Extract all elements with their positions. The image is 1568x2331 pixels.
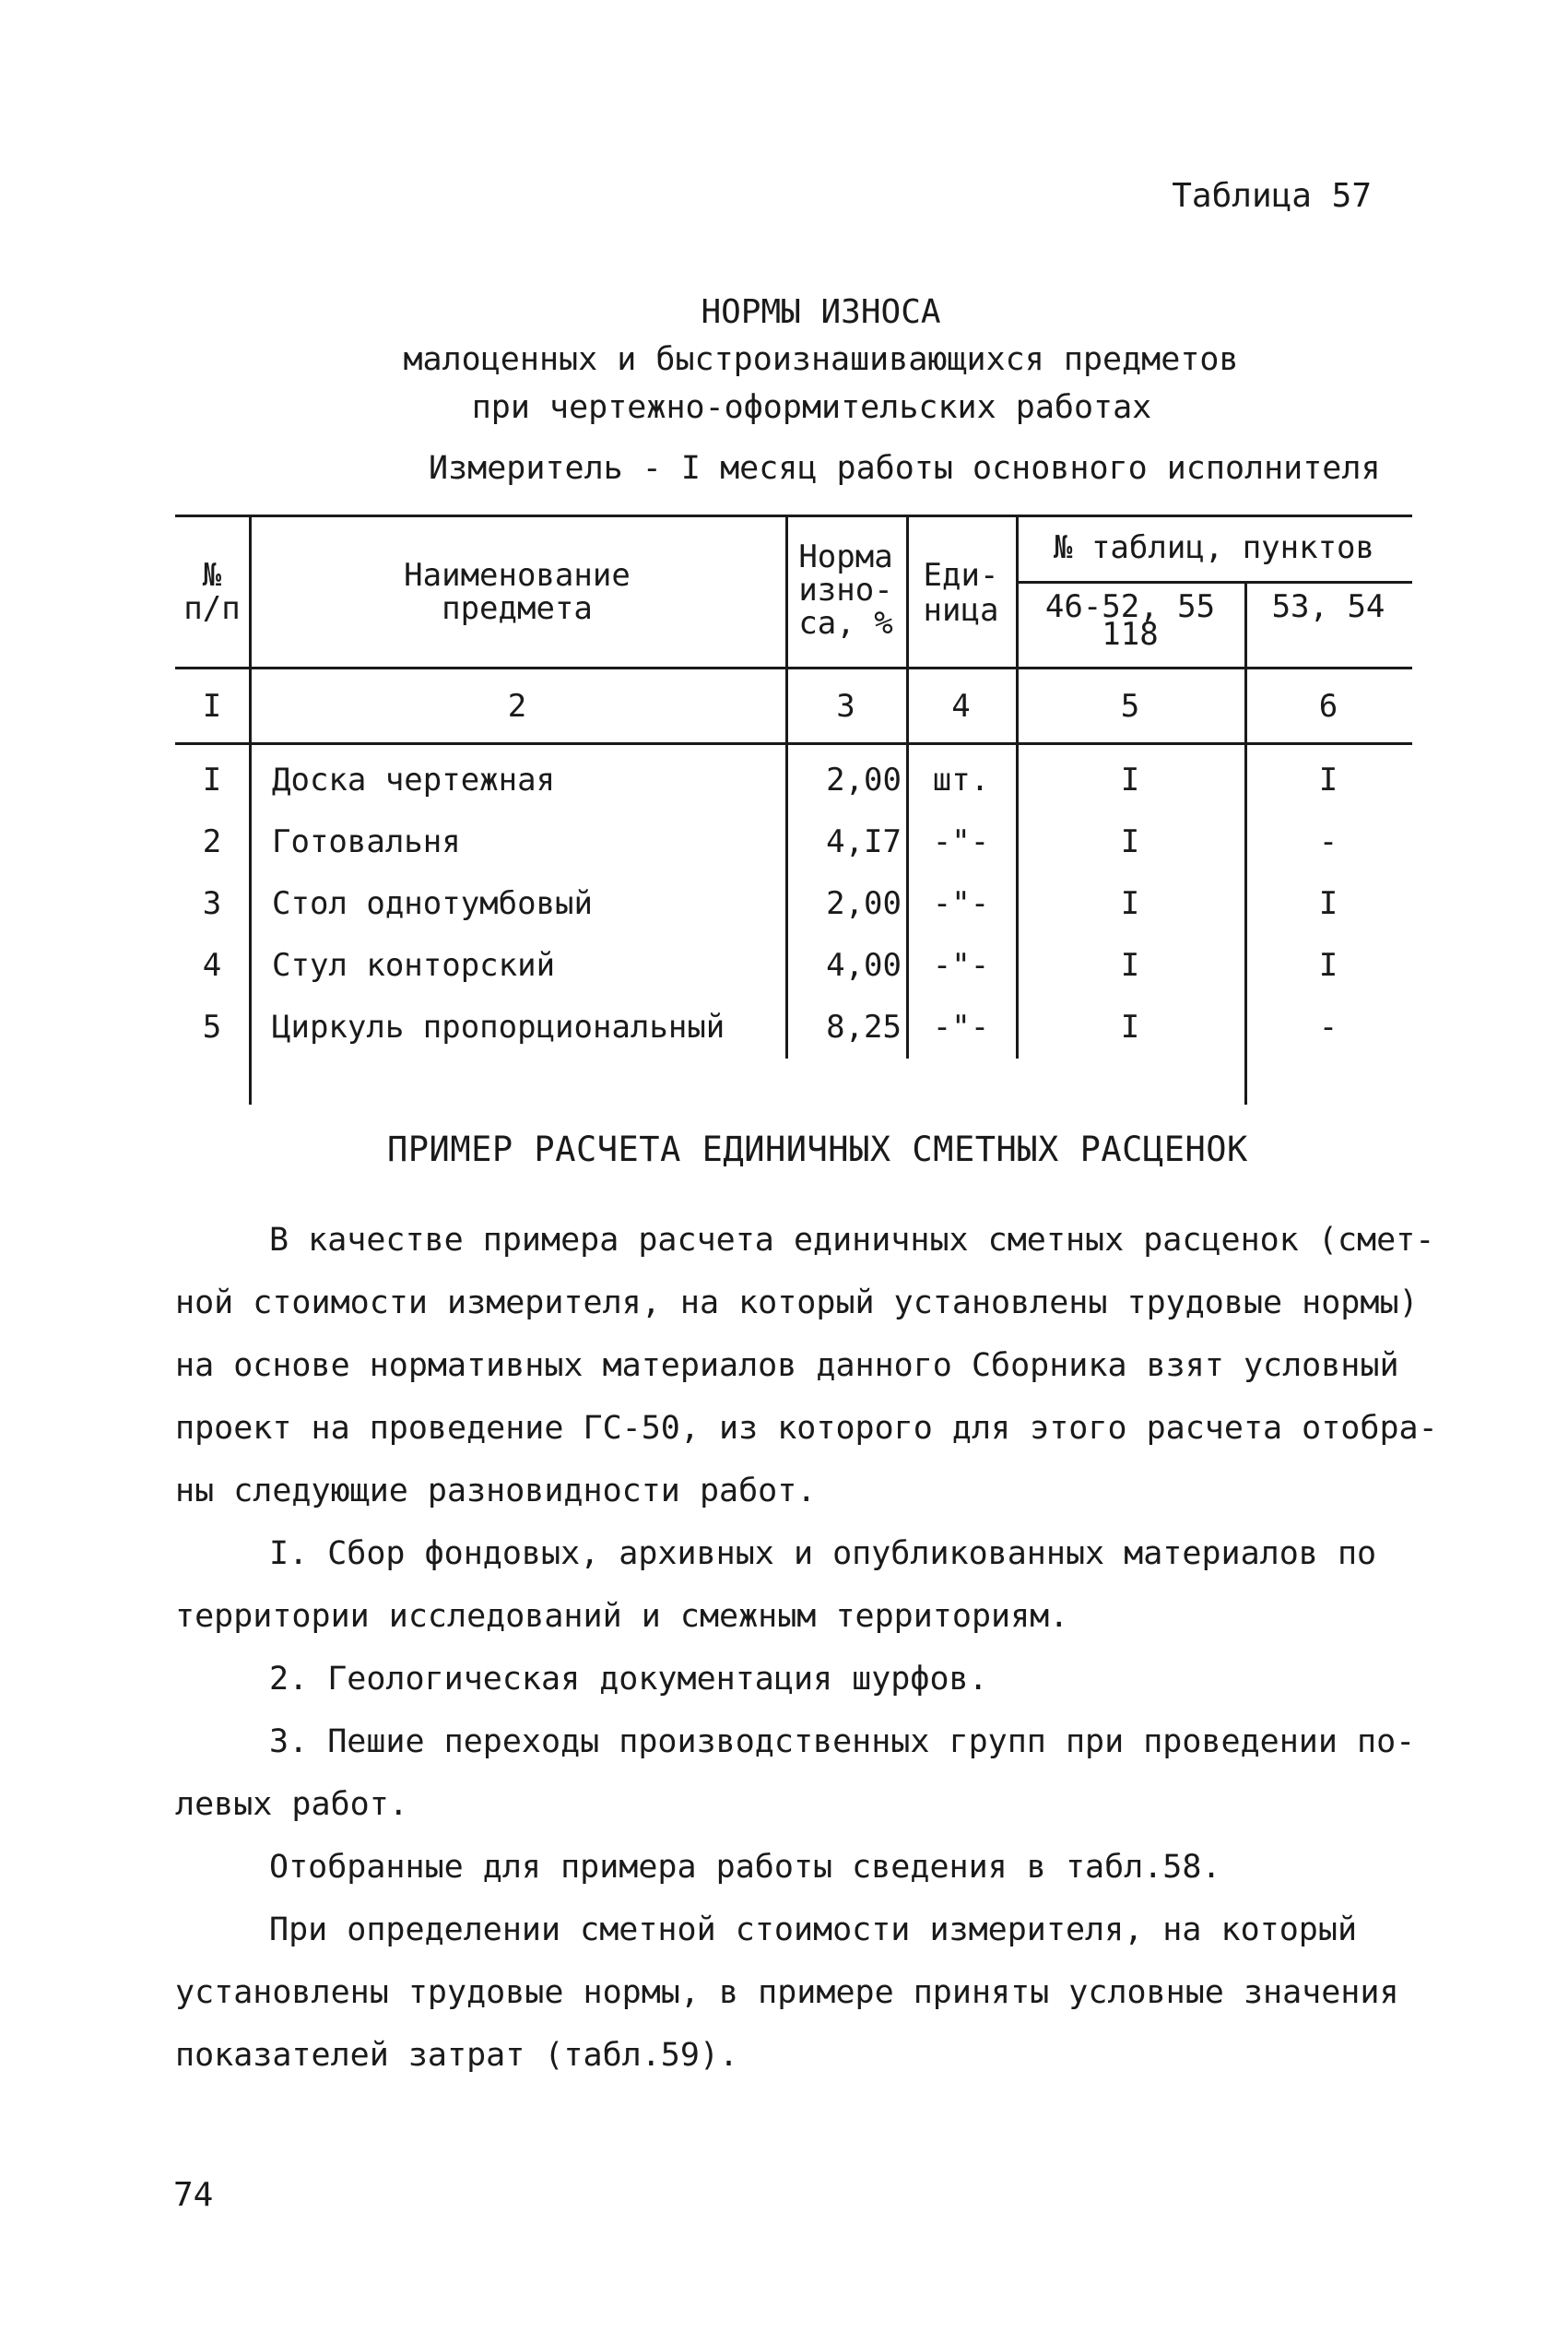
header-unit-line2: ница xyxy=(923,592,999,629)
row-col5: I xyxy=(1120,823,1140,860)
row-name: Стол однотумбовый xyxy=(272,885,593,922)
header-refs-col5-line2: 118 xyxy=(1102,616,1159,653)
title-line-2: малоценных и быстроизнашивающихся предметов xyxy=(403,341,1239,378)
body-line: Отобранные для примера работы сведения в табл.58. xyxy=(269,1849,1221,1886)
row-col5: I xyxy=(1120,885,1140,922)
header-refs-col6: 53, 54 xyxy=(1271,588,1385,625)
col-number: I xyxy=(202,688,222,725)
row-norm: 4,I7 xyxy=(826,823,902,860)
header-norm-line1: Норма xyxy=(798,538,893,575)
body-line: установлены трудовые нормы, в примере приняты условные значения xyxy=(175,1974,1399,2011)
row-unit: -"- xyxy=(932,885,990,922)
header-refs-col5-line1: 46-52, 55 xyxy=(1044,588,1216,625)
header-name-line2: предмета xyxy=(442,590,593,627)
col-number: 2 xyxy=(507,688,527,725)
title-line-3: при чертежно-оформительских работах xyxy=(471,389,1152,426)
title-line-1: НОРМЫ ИЗНОСА xyxy=(701,293,941,331)
header-norm-line2: изно- xyxy=(798,572,893,609)
header-num-symbol: № xyxy=(202,557,222,594)
row-name: Циркуль пропорциональный xyxy=(272,1009,725,1046)
row-unit: шт. xyxy=(932,762,990,799)
row-norm: 4,00 xyxy=(826,947,902,984)
row-unit: -"- xyxy=(932,823,990,860)
row-unit: -"- xyxy=(932,1009,990,1046)
header-norm-line3: са, % xyxy=(798,605,893,642)
body-line: ны следующие разновидности работ. xyxy=(175,1473,817,1509)
body-line: левых работ. xyxy=(175,1786,408,1823)
measure-line: Измеритель - I месяц работы основного исполнителя xyxy=(429,450,1381,487)
row-col6: I xyxy=(1318,885,1338,922)
page-number: 74 xyxy=(173,2176,214,2214)
body-line: При определении сметной стоимости измерителя, на который xyxy=(269,1911,1358,1948)
row-num: 2 xyxy=(202,823,222,860)
body-line: ной стоимости измерителя, на который установлены трудовые нормы) xyxy=(175,1284,1419,1321)
body-line: проект на проведение ГС-50, из которого для этого расчета отобра- xyxy=(175,1410,1438,1447)
col-number: 3 xyxy=(836,688,855,725)
row-col5: I xyxy=(1120,762,1140,799)
row-norm: 8,25 xyxy=(826,1009,902,1046)
col-number: 6 xyxy=(1318,688,1338,725)
body-line: В качестве примера расчета единичных сметных расценок (смет- xyxy=(269,1222,1435,1259)
row-norm: 2,00 xyxy=(826,885,902,922)
body-line: показателей затрат (табл.59). xyxy=(175,2037,739,2074)
body-line: 3. Пешие переходы производственных групп при проведении по- xyxy=(269,1723,1416,1760)
row-col5: I xyxy=(1120,1009,1140,1046)
row-num: 4 xyxy=(202,947,222,984)
row-col5: I xyxy=(1120,947,1140,984)
row-col6: - xyxy=(1318,1009,1338,1046)
row-col6: - xyxy=(1318,823,1338,860)
header-name-line1: Наименование xyxy=(404,557,631,594)
row-num: 3 xyxy=(202,885,222,922)
row-name: Готовальня xyxy=(272,823,461,860)
header-unit-line1: Еди- xyxy=(923,557,999,594)
table-label: Таблица 57 xyxy=(1172,177,1372,215)
row-col6: I xyxy=(1318,762,1338,799)
row-name: Доска чертежная xyxy=(272,762,556,799)
row-num: 5 xyxy=(202,1009,222,1046)
section-title: ПРИМЕР РАСЧЕТА ЕДИНИЧНЫХ СМЕТНЫХ РАСЦЕНОК xyxy=(387,1130,1248,1169)
col-number: 5 xyxy=(1120,688,1140,725)
row-norm: 2,00 xyxy=(826,762,902,799)
row-col6: I xyxy=(1318,947,1338,984)
row-unit: -"- xyxy=(932,947,990,984)
norms-table xyxy=(175,515,1420,1105)
row-name: Стул конторский xyxy=(272,947,556,984)
body-line: на основе нормативных материалов данного Сборника взят условный xyxy=(175,1347,1399,1384)
header-num-label: п/п xyxy=(183,590,241,627)
body-line: территории исследований и смежным территориям. xyxy=(175,1598,1069,1635)
body-line: 2. Геологическая документация шурфов. xyxy=(269,1661,988,1698)
col-number: 4 xyxy=(951,688,971,725)
body-line: I. Сбор фондовых, архивных и опубликованных материалов по xyxy=(269,1535,1377,1572)
header-refs: № таблиц, пунктов xyxy=(1054,529,1374,566)
row-num: I xyxy=(202,762,222,799)
